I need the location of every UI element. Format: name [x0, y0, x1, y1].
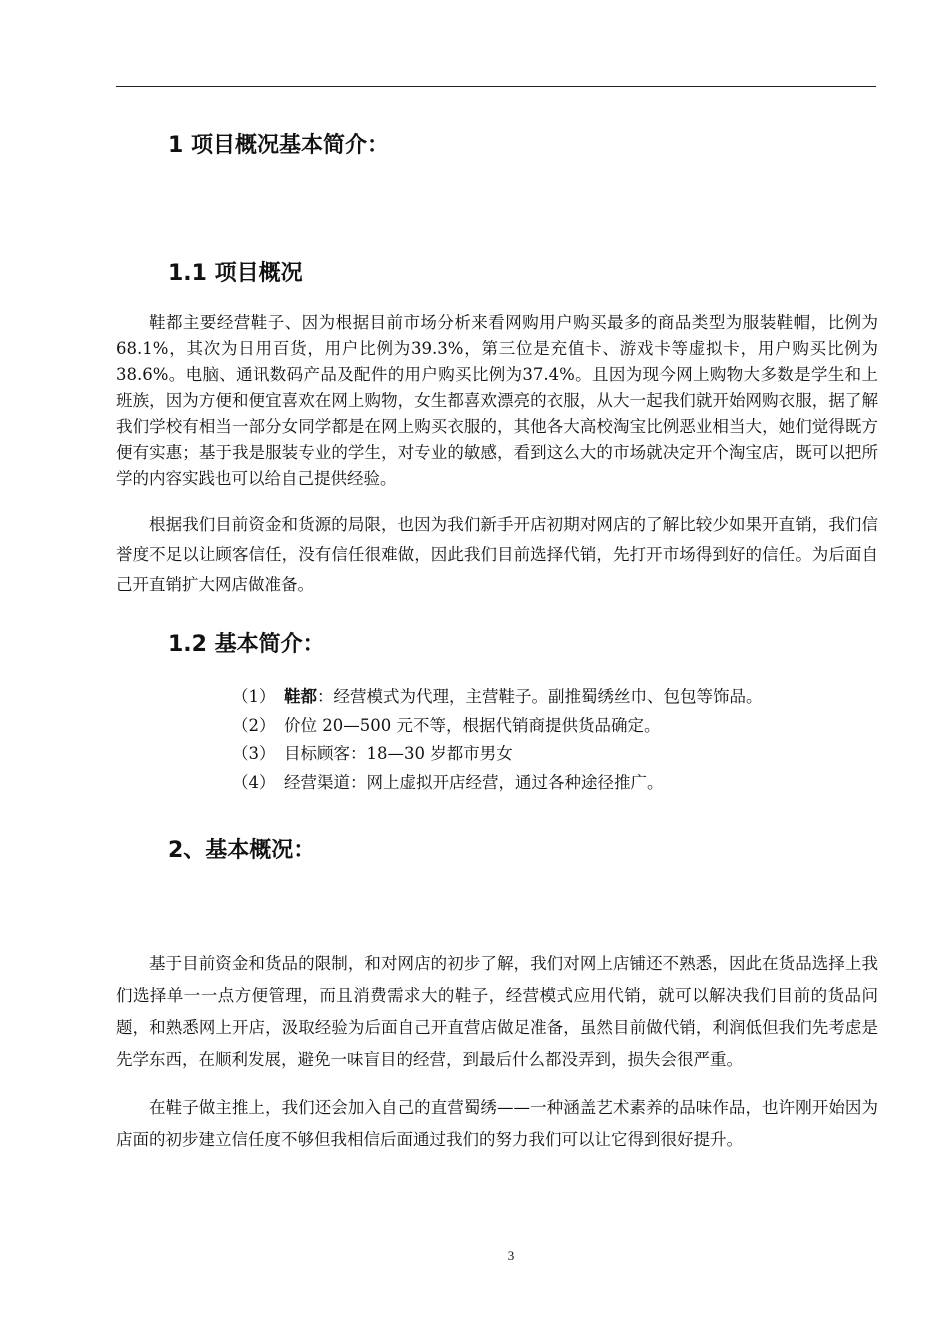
list-number: （4）	[232, 772, 276, 792]
list-item	[232, 769, 763, 798]
intro-list	[232, 683, 763, 797]
paragraph-funding: 根据我们目前资金和货源的局限，也因为我们新手开店初期对网店的了解比较少如果开直销，我们信誉度不足以让顾客信任，没有信任很难做，因此我们目前选择代销，先打开市场得到好的信任。为后面自己开直销扩大网店做准备。	[116, 515, 878, 594]
heading-2: 2、基本概况：	[168, 838, 316, 863]
list-bold-term: 鞋都	[284, 687, 317, 706]
list-number: （1）	[232, 687, 276, 706]
list-item	[232, 740, 763, 769]
header-rule	[116, 86, 876, 87]
heading-1-2: 1.2 基本简介：	[168, 632, 325, 657]
list-text: 价位 20—500 元不等，根据代销商提供货品确定。	[284, 715, 661, 735]
list-item	[232, 712, 763, 741]
paragraph-embroidery: 在鞋子做主推上，我们还会加入自己的直营蜀绣——一种涵盖艺术素养的品味作品，也许刚开始因为店面的初步建立信任度不够但我相信后面通过我们的努力我们可以让它得到很好提升。	[116, 1098, 878, 1149]
list-item	[232, 683, 763, 712]
page-number: 3	[507, 1248, 515, 1263]
list-text: ：经营模式为代理，主营鞋子。副推蜀绣丝巾、包包等饰品。	[317, 687, 763, 706]
list-text: 目标顾客：18—30 岁都市男女	[284, 744, 513, 763]
list-number: （3）	[232, 744, 276, 763]
heading-1-1: 1.1 项目概况	[168, 261, 303, 286]
list-number: （2）	[232, 715, 276, 735]
paragraph-overview: 鞋都主要经营鞋子、因为根据目前市场分析来看网购用户购买最多的商品类型为服装鞋帽，比例为68.1%，其次为日用百货，用户比例为39.3%，第三位是充值卡、游戏卡等虚拟卡，用户购买比例为38.6%。电脑、通讯数码产品及配件的用户购买比例为37.4%。且因为现今网上购物大多数是学生和上班族，因为方便和便宜喜欢在网上购物，女生都喜欢漂亮的衣服，从大一起我们就开始网购衣服，据了解我们学校有相当一部分女同学都是在网上购买衣服的，其他各大高校淘宝比例恶业相当大，她们觉得既方便有实惠；基于我是服装专业的学生，对专业的敏感，看到这么大的市场就决定开个淘宝店，既可以把所学的内容实践也可以给自己提供经验。	[116, 313, 878, 488]
heading-1: 1 项目概况基本简介：	[168, 133, 389, 158]
list-text: 经营渠道：网上虚拟开店经营，通过各种途径推广。	[284, 772, 664, 792]
paragraph-basic: 基于目前资金和货品的限制，和对网店的初步了解，我们对网上店铺还不熟悉，因此在货品选择上我们选择单一一点方便管理，而且消费需求大的鞋子，经营模式应用代销，就可以解决我们目前的货品问题，和熟悉网上开店，汲取经验为后面自己开直营店做足准备，虽然目前做代销，利润低但我们先考虑是先学东西，在顺利发展，避免一味盲目的经营，到最后什么都没弄到，损失会很严重。	[116, 954, 878, 1069]
